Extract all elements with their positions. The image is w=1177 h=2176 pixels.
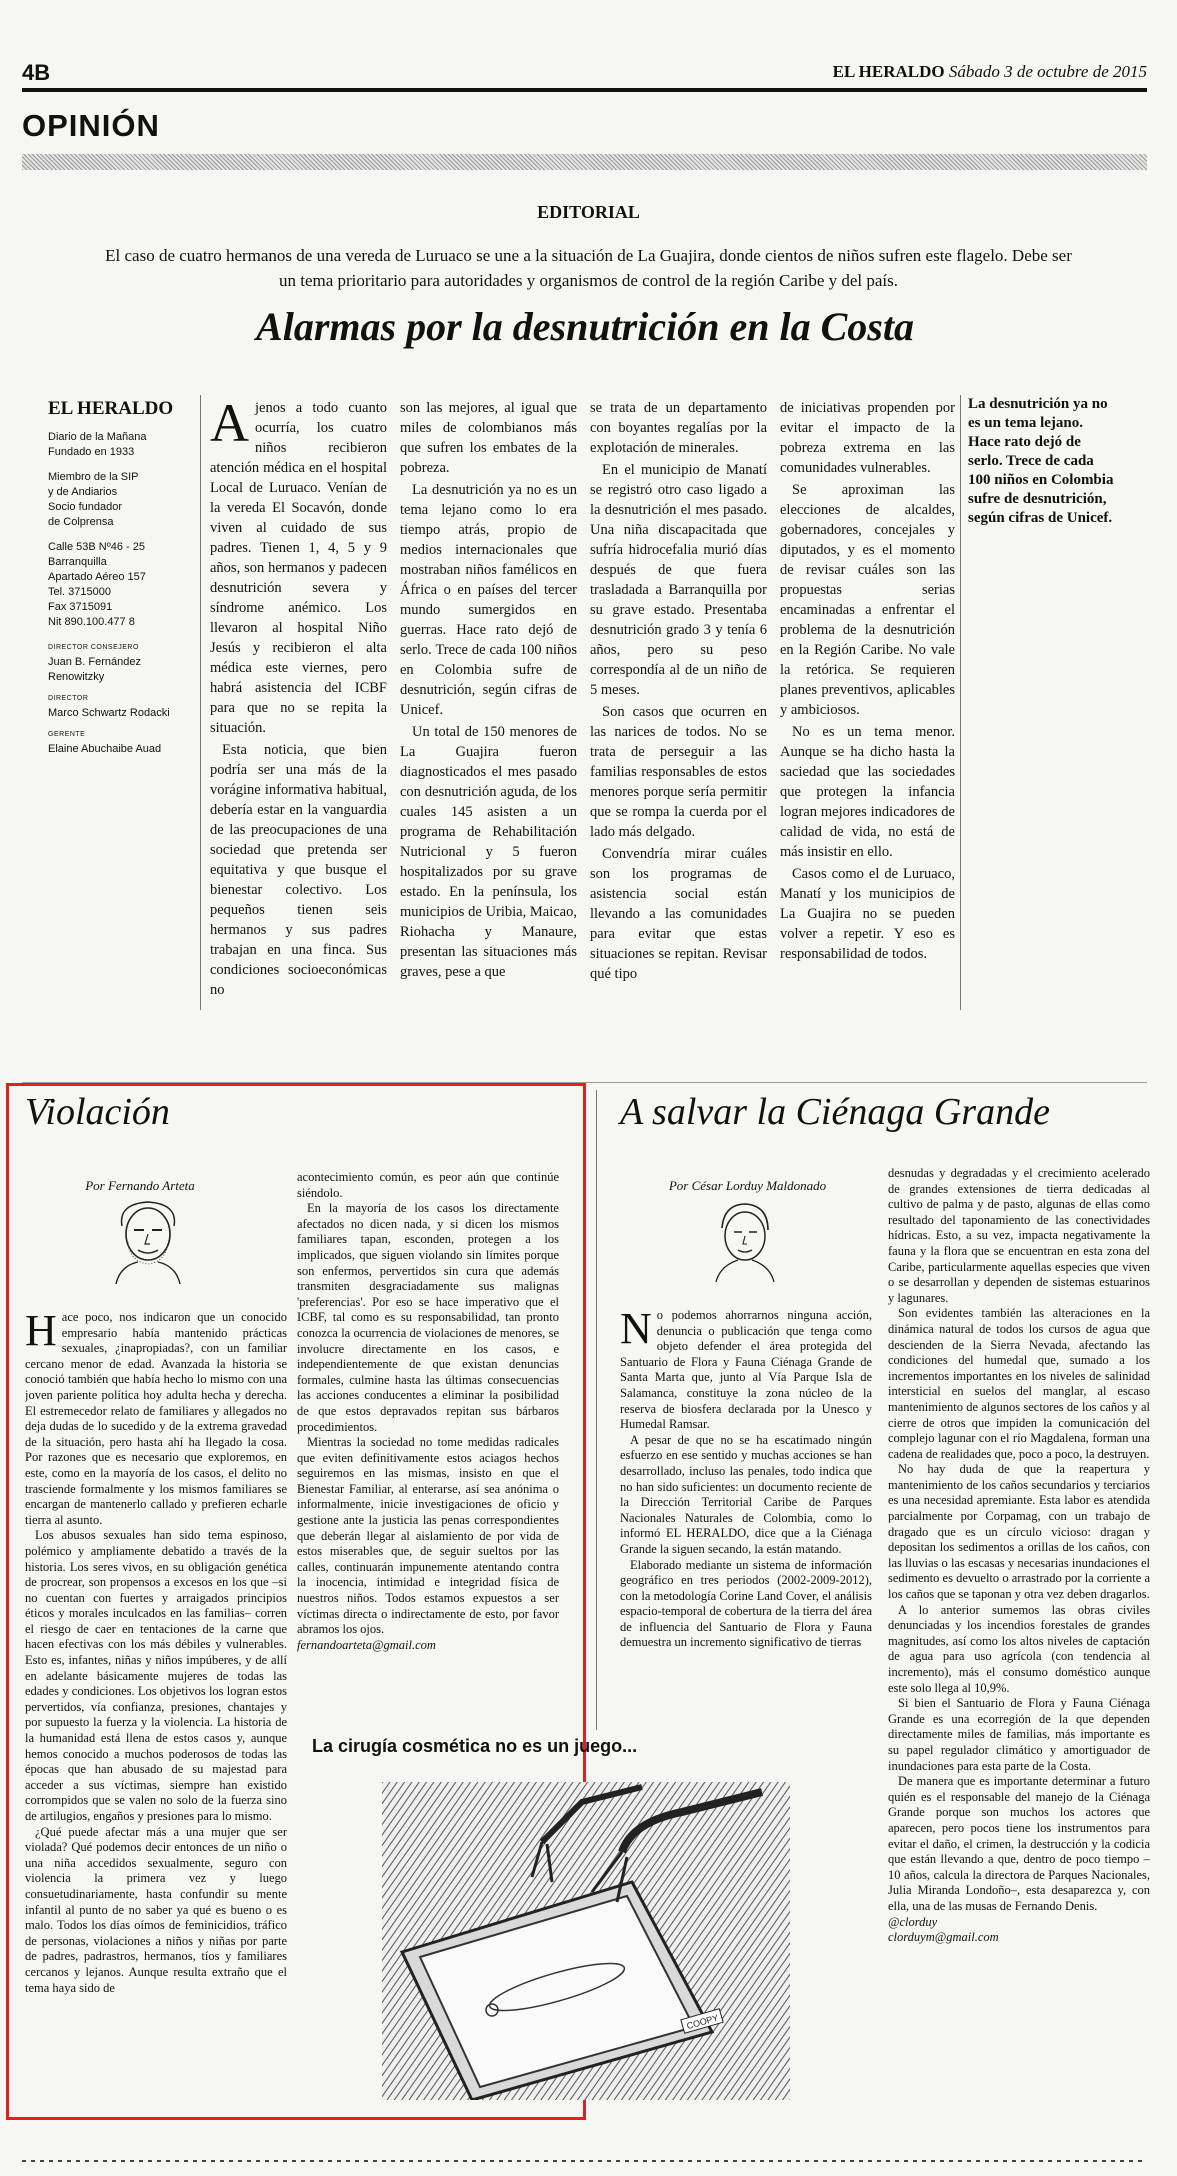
masthead-founding: Diario de la Mañana Fundado en 1933 bbox=[48, 431, 147, 458]
section-title: OPINIÓN bbox=[22, 108, 160, 143]
masthead-role: DIRECTOR bbox=[48, 695, 89, 702]
paragraph: Convendría mirar cuáles son los programas de asistencia social están llevando a las comunidades para evitar que estas situaciones se repitan. Revisar qué tipo bbox=[590, 846, 767, 982]
masthead-address: Calle 53B Nº46 - 25 Barranquilla Apartado Aéreo 157 Tel. 3715000 Fax 3715091 Nit 890.100.477 8 bbox=[48, 541, 146, 628]
violacion-column-1 bbox=[25, 1310, 287, 2080]
paragraph: En la mayoría de los casos los directamente afectados no dicen nada, y si dicen los mismos familiares tapan, esconden, protegen a los implicados, que siguen violando sin límites porque son enfermos, pervertidos sin cura que además transmiten desgraciadamente sus malignas 'preferencias'. Por eso se hace imperativo que el ICBF, tal como es su responsabilidad, tan pronto conozca la ocurrencia de violaciones de menores, se involucre directamente en los casos, e independientemente de que existan denuncias formales, culmine hasta las últimas consecuencias las acciones conducentes a eliminar la posibilidad de que estos depravados repitan sus bárbaros procedimientos. bbox=[297, 1201, 559, 1434]
page-number: 4B bbox=[22, 60, 51, 85]
masthead-memberships: Miembro de la SIP y de Andiarios Socio fundador de Colprensa bbox=[48, 471, 139, 528]
paragraph: La desnutrición ya no es un tema lejano como lo era tiempo atrás, propio de medios internacionales que mostraban niños famélicos en África o en países del tercer mundo sumergidos en guerras. Hace rato dejó de serlo. Trece de cada 100 niños en Colombia sufre de desnutrición, según cifras de Unicef. bbox=[400, 482, 577, 718]
paragraph: jenos a todo cuanto ocurría, los cuatro niños recibieron atención médica en el hospital Local de Luruaco. Venían de la vereda El Socavón, donde viven al cuidado de sus padres. Tienen 1, 4, 5 y 9 años, son hermanos y padecen desnutrición severa y síndrome anémico. Los llevaron al hospital Niño Jesús y recibieron el alta médica este viernes, pero habrá asistencia del ICBF para que no se repita la situación. bbox=[210, 400, 387, 736]
column-title: Violación bbox=[25, 1091, 170, 1133]
bottom-cut-line bbox=[22, 2160, 1147, 2162]
paragraph: En el municipio de Manatí se registró otro caso ligado a la desnutrición el mes pasado. Una niña discapacitada que sufría hidrocefalia murió días después de que fuera trasladada a Barranquilla por su grave estado. Presentaba desnutrición grado 3 y tenía 6 años, pero su peso correspondía al de un niño de 5 meses. bbox=[590, 462, 767, 698]
paragraph: acontecimiento común, es peor aún que continúe siéndolo. bbox=[297, 1170, 559, 1200]
paragraph: son las mejores, al igual que miles de colombianos más que sufren los embates de la pobreza. bbox=[400, 400, 577, 476]
editorial-column-3 bbox=[590, 398, 767, 1008]
paragraph: Mientras la sociedad no tome medidas radicales que eviten definitivamente estos aciagos hechos seguiremos en las mismas, insisto en que el Bienestar Familiar, al enterarse, así sea anónima o informalmente, inicie investigaciones de oficio y gestione ante la justicia las penas correspondientes que deberán llegar al aislamiento de por vida de estos miserables que, de seguir sueltos por las calles, continuarán impunemente atentando contra la inocencia, intimidad e integridad física de nuestros niños. Todos estamos expuestos a ser víctimas directa o indirectamente de esto, por favor abramos los ojos. bbox=[297, 1435, 559, 1637]
paragraph: ace poco, nos indicaron que un conocido empresario había mantenido prácticas sexuales, ¿inapropiadas?, con un familiar cercano menor de edad. Avanzada la historia se conoció también que había hecho lo mismo con una joven pariente política hoy adulta hecha y derecha. El estremecedor relato de familiares y allegados no deja dudas de lo sucedido y de la extrema gravedad de la situación, pero hasta ahí ha llegado la cosa. Por razones que es necesario que exploremos, en este, como en la mayoría de los casos, el delito no trasciende formalmente y los mismos familiares se encargan de mantenerlo callado y prefieren echarle tierra al asunto. bbox=[25, 1310, 287, 1527]
column-rule bbox=[200, 395, 201, 1010]
paragraph: se trata de un departamento con boyantes regalías por la explotación de minerales. bbox=[590, 400, 767, 456]
paragraph: Un total de 150 menores de La Guajira fueron diagnosticados el mes pasado con desnutrición aguda, de los cuales 145 asisten a un programa de Rehabilitación Nutricional y 5 fueron hospitalizados por su grave estado. En la península, los municipios de Uribia, Maicao, Riohacha y Manaure, presentan las situaciones más graves, pese a que bbox=[400, 724, 577, 980]
masthead-role: GERENTE bbox=[48, 731, 86, 738]
paragraph: Casos como el de Luruaco, Manatí y los municipios de La Guajira no se pueden volver a repetir. Y eso es responsabilidad de todos. bbox=[780, 866, 955, 962]
paragraph: De manera que es importante determinar a futuro quién es el responsable del manejo de la Ciénaga Grande porque son muchos los actores que aparecen, pero pocos tiene los instrumentos para evitar el daño, el crimen, la destrucción y la codicia que están llevando a que, dentro de poco tiempo –10 años, calcula la directora de Parques Nacionales, Julia Miranda Londoño–, esta desaparezca y, con ella, una de las musas de Fernando Denis. bbox=[888, 1774, 1150, 1913]
column-byline: Por Fernando Arteta bbox=[85, 1178, 195, 1193]
masthead-person: Elaine Abuchaibe Auad bbox=[48, 743, 162, 755]
editorial-headline: Alarmas por la desnutrición en la Costa bbox=[256, 304, 914, 349]
paragraph: Si bien el Santuario de Flora y Fauna Ciénaga Grande es una ecorregión de la que dependen directamente miles de familias, más importante es su papel regulador climático y amortiguador de inundaciones para esta parte de la Costa. bbox=[888, 1696, 1150, 1773]
editorial-column-2 bbox=[400, 398, 577, 1008]
author-handle: @clorduy bbox=[888, 1914, 938, 1929]
editorial-lede: El caso de cuatro hermanos de una vereda de Luruaco se une a la situación de La Guajira, donde cientos de niños sufren este flagelo. Debe ser un tema prioritario para autoridades y organismos de control de la región Caribe y del país. bbox=[105, 246, 1072, 290]
section-hatch-divider bbox=[22, 154, 1147, 170]
paragraph: Elaborado mediante un sistema de información geográfico en tres periodos (2002-2009-2012), con la metodología Corine Land Cover, el análisis espacio-temporal de cobertura de la tierra del área de influencia del Santuario de Flora y Fauna demuestra un incremento significativo de tierras bbox=[620, 1557, 872, 1650]
issue-date: Sábado 3 de octubre de 2015 bbox=[948, 62, 1147, 81]
paragraph: Se aproximan las elecciones de alcaldes, gobernadores, concejales y diputados, y es el momento de revisar cuáles son las propuestas serias encaminadas a enfrentar el problema de la desnutrición en la Región Caribe. No vale la retórica. Se requieren planes preventivos, aplicables y ambiciosos. bbox=[780, 482, 955, 718]
cartoon-caption: La cirugía cosmética no es un juego... bbox=[312, 1736, 638, 1756]
paragraph: o podemos ahorrarnos ninguna acción, denuncia o publicación que tenga como objeto defender el área protegida del Santuario de Flora y Fauna Ciénaga Grande de Santa Marta que, junto al Vía Parque Isla de Salamanca, constituye la zona núcleo de la reserva de biosfera declarada por la Unesco y Humedal Ramsar. bbox=[620, 1308, 872, 1432]
author-email: clorduym@gmail.com bbox=[888, 1930, 999, 1945]
drop-cap: A bbox=[210, 398, 249, 453]
drop-cap: H bbox=[25, 1310, 57, 1355]
drop-cap: N bbox=[620, 1308, 652, 1353]
cartoon-tag: COOPY bbox=[685, 2012, 720, 2032]
paragraph: A pesar de que no se ha escatimado ningún esfuerzo en ese sentido y muchas acciones se han desarrollado, incluso las penales, todo indica que no han sido suficientes: un documento reciente de la Dirección Territorial Caribe de Parques Nacionales Naturales de Colombia, como lo informó EL HERALDO, dice que a la Ciénaga Grande la siguen secando, la están matando. bbox=[620, 1432, 872, 1556]
paragraph: No hay duda de que la reapertura y mantenimiento de los caños secundarios y terciarios es una necesidad apremiante. Esta labor es atendida parcialmente por Corpamag, con un trabajo de dragado que es un círculo vicioso: dragan y depositan los sedimentos a orillas de los caños, con las lluvias o las escasas y necesarias inundaciones el sedimento es devuelto o arrastrado por la corriente a los caños que se taponan y otra vez deben dragarlos. bbox=[888, 1462, 1150, 1602]
paragraph: ¿Qué puede afectar más a una mujer que ser violada? Qué podemos decir entonces de un niño o una niña accedidos sexualmente, seguro con violencia la primera vez y luego consuetudinariamente, hasta confundir su mente infantil al punto de no saber ya qué es bueno o es malo. Todos los días oímos de feminicidios, tráfico de personas, violaciones a niños y niñas por parte de padres, padrastros, hermanos, tíos y familiares cercanos y lejanos. Aunque resulta extraño que el tema haya sido de bbox=[25, 1824, 287, 1995]
masthead bbox=[48, 398, 198, 757]
paragraph: Esta noticia, que bien podría ser una más de la vorágine informativa habitual, debería estar en la vanguardia de las preocupaciones de una sociedad que pretenda ser equitativa y que busque el bienestar colectivo. Los pequeños tienen seis hermanos y sus padres trabajan en una finca. Sus condiciones socioeconómicas no bbox=[210, 742, 387, 998]
paper-date-line bbox=[833, 62, 1147, 82]
masthead-name: EL HERALDO bbox=[48, 398, 174, 419]
masthead-person: Juan B. Fernández Renowitzky bbox=[48, 656, 141, 683]
paragraph: A lo anterior sumemos las obras civiles denunciadas y los incendios forestales de grandes magnitudes, así como los altos niveles de captación de agua para uso agrícola (con tendencia al incremento), más el consumo doméstico aunque este solo llega al 10,9%. bbox=[888, 1602, 1150, 1695]
column-title: A salvar la Ciénaga Grande bbox=[620, 1091, 1050, 1133]
violacion-column-2 bbox=[297, 1170, 559, 1670]
column-rule bbox=[960, 395, 961, 1010]
author-portrait bbox=[108, 1196, 188, 1284]
cienaga-column-1 bbox=[620, 1308, 872, 1728]
paragraph: desnudas y degradadas y el crecimiento acelerado de grandes extensiones de tierra dedicadas al cultivo de palma y de pasto, algunas de ellas como resultado del taponamiento de las conectividades hídricas. Esto, a su vez, impacta negativamente la fauna y la flora que se encuentran en esta zona del Caribe, particularmente aquellas especies que viven o se desarrollan y dependen de sistemas estuarinos y lagunares. bbox=[888, 1166, 1150, 1305]
pull-quote: La desnutrición ya no es un tema lejano. Hace rato dejó de serlo. Trece de cada 100 niños en Colombia sufre de desnutrición, según cifras de Unicef. bbox=[968, 396, 1114, 526]
editorial-label: EDITORIAL bbox=[537, 202, 640, 222]
page-header bbox=[22, 58, 1147, 92]
editorial-body bbox=[210, 398, 955, 1008]
paragraph: Son casos que ocurren en las narices de todos. No se trata de perseguir a las familias responsables de estos menores porque sería permitir que se rompa la cuerda por el lado más delgado. bbox=[590, 704, 767, 840]
editorial-column-4 bbox=[780, 398, 955, 1008]
masthead-person: Marco Schwartz Rodacki bbox=[48, 707, 170, 719]
cienaga-column-2 bbox=[888, 1166, 1150, 2096]
paragraph: de iniciativas propenden por evitar el impacto de la pobreza extrema en las comunidades vulnerables. bbox=[780, 400, 955, 476]
masthead-role: DIRECTOR CONSEJERO bbox=[48, 644, 139, 651]
paragraph: Son evidentes también las alteraciones en la dinámica natural de todos los cursos de agua que descienden de la Sierra Nevada, afectando las condiciones del humedal que, sumado a los incrementos importantes en los niveles de salinidad intersticial en suelos del manglar, al escaso mantenimiento de algunos sectores de los caños y al cierre de otros que impiden la comunicación del complejo lagunar con el río Magdalena, forman una cadena de realidades que, poco a poco, la destruyen. bbox=[888, 1306, 1150, 1461]
paragraph: Los abusos sexuales han sido tema espinoso, polémico y ampliamente debatido a través de la historia. Los seres vivos, en su obligación genética de procrear, son propensos a excesos en los que –si no cuentan con fuertes y arraigados principios éticos y morales inculcados en las familias– corren el riesgo de caer en tentaciones de la carne que hacen efectivas con los más débiles y vulnerables. Esto es, infantes, niñas y niños impúberes, y de allí en adelante básicamente mujeres de todas las edades y condiciones. Los objetivos los logran estos pervertidos, vía confianza, presiones, chantajes y por supuesto la fuerza y la violencia. La historia de la humanidad está llena de estos casos y, aunque hemos conocido a muchos poderosos de todas las épocas que han abusado de su majestad para acceder a sus víctimas, siempre han existido corrompidos que se valen no solo de la fuerza sino de artilugios, engaños y presiones para lo mismo. bbox=[25, 1528, 287, 1823]
author-email: fernandoarteta@gmail.com bbox=[297, 1637, 436, 1652]
author-portrait bbox=[710, 1198, 780, 1282]
column-rule bbox=[596, 1090, 597, 1730]
paper-name: EL HERALDO bbox=[832, 62, 945, 81]
column-byline: Por César Lorduy Maldonado bbox=[668, 1178, 827, 1193]
cartoon-illustration bbox=[382, 1782, 790, 2100]
paragraph: No es un tema menor. Aunque se ha dicho hasta la saciedad que las sociedades que protegen la infancia logran mejores indicadores de calidad de vida, no está de más insistir en ello. bbox=[780, 724, 955, 860]
editorial-column-1 bbox=[210, 398, 387, 1008]
